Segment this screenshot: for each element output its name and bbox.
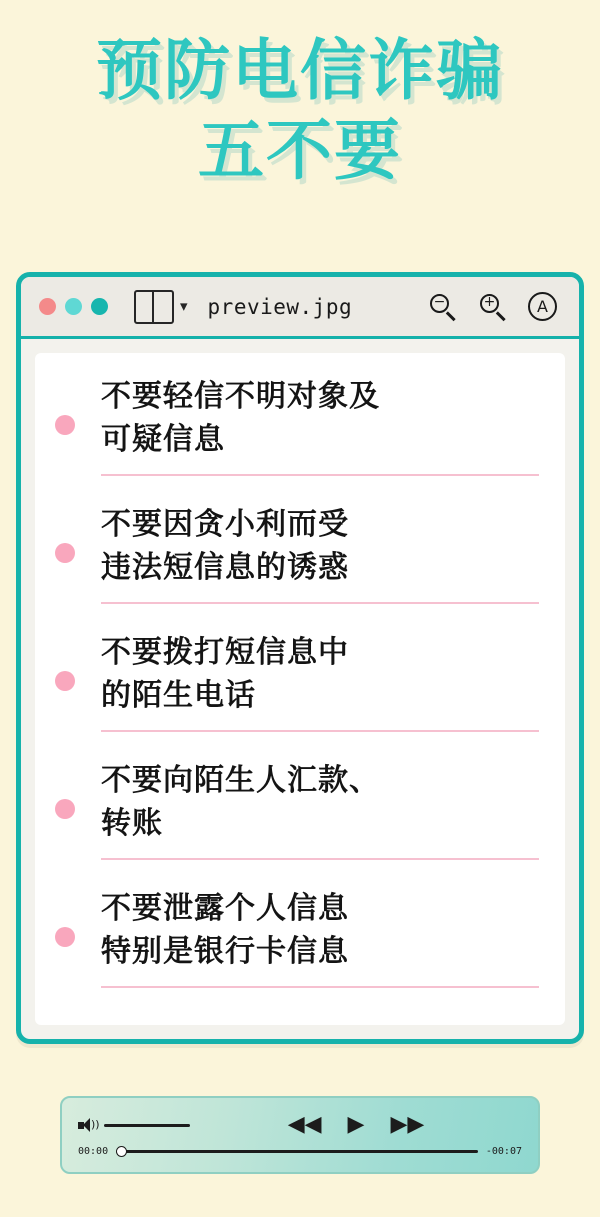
magnifier-plus-icon[interactable]: + [478,292,508,322]
list-item-text [101,631,539,732]
split-pane-icon[interactable] [134,290,174,324]
list-item-line: 特别是银行卡信息 [101,934,349,969]
seek-slider[interactable] [116,1150,478,1153]
list-item [35,617,565,745]
volume-control[interactable] [78,1117,190,1133]
list-item-line: 不要向陌生人汇款、 [101,762,380,798]
list-item-text [101,887,539,988]
bullet-icon [55,799,75,819]
list-item-line: 不要轻信不明对象及 [101,378,380,414]
bullet-icon [55,415,75,435]
rewind-icon[interactable]: ◀◀ [287,1112,322,1137]
list-item-line: 不要泄露个人信息 [101,890,349,926]
view-mode-control[interactable] [134,290,188,324]
play-icon[interactable]: ▶ [347,1112,365,1137]
seek-knob[interactable] [116,1146,127,1157]
elapsed-time-label: 00:00 [78,1146,109,1157]
list-item-text [101,759,539,860]
remaining-time-label: -00:07 [485,1146,522,1157]
bullet-icon [55,671,75,691]
preview-window [16,272,584,1044]
list-item-line: 可疑信息 [101,422,225,457]
poster-title-line-1: 预防电信诈骗 [96,32,504,109]
list-item-line: 不要因贪小利而受 [101,506,349,542]
fast-forward-icon[interactable]: ▶▶ [390,1112,425,1137]
list-item [35,489,565,617]
media-player-bar [60,1096,540,1174]
close-button-icon[interactable] [39,298,56,315]
minimize-button-icon[interactable] [65,298,82,315]
player-controls-row [78,1108,522,1142]
transport-controls[interactable] [288,1114,425,1136]
file-name-label: preview.jpg [207,294,353,319]
maximize-button-icon[interactable] [91,298,108,315]
traffic-lights[interactable] [39,298,108,315]
seek-row [78,1146,522,1157]
bullet-icon [55,543,75,563]
window-titlebar [21,277,579,339]
speaker-icon[interactable]: )) [78,1117,98,1133]
list-item-text [101,375,539,476]
list-item-text [101,503,539,604]
chevron-down-icon[interactable]: ▾ [180,298,188,315]
volume-slider[interactable] [104,1124,190,1127]
list-item [35,361,565,489]
list-item [35,745,565,873]
list-item-line: 违法短信息的诱惑 [101,550,349,585]
poster-title [0,0,600,189]
poster-title-line-2: 五不要 [198,112,402,189]
list-item [35,873,565,1001]
bullet-icon [55,927,75,947]
list-item-line: 不要拨打短信息中 [101,634,349,670]
circled-a-icon[interactable]: A [528,292,557,321]
magnifier-minus-icon[interactable]: − [428,292,458,322]
list-item-line: 转账 [101,806,163,841]
list-item-line: 的陌生电话 [101,678,256,713]
tips-list [35,353,565,1025]
titlebar-actions [428,292,561,322]
